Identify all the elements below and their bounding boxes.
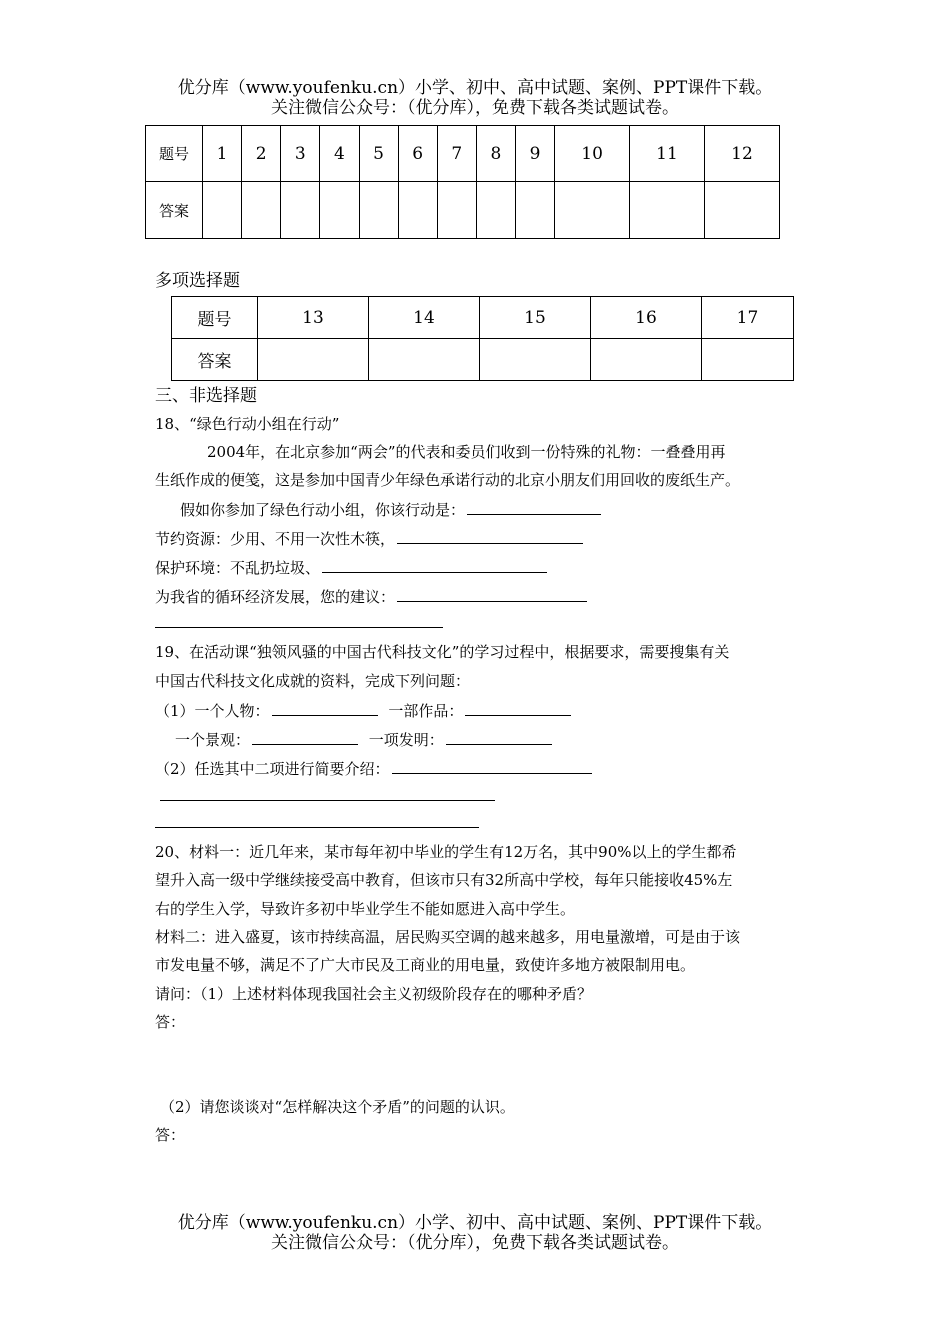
multi-choice-answer-table	[171, 296, 794, 381]
q18-paragraph-line1: 2004年，在北京参加“两会”的代表和委员们收到一份特殊的礼物：一叠叠用再	[207, 443, 726, 461]
q20-material1-line3: 右的学生入学，导致许多初中毕业学生不能如愿进入高中学生。	[155, 900, 576, 918]
q18-paragraph-line2: 生纸作成的便笺，这是参加中国青少年绿色承诺行动的北京小朋友们用回收的废纸生产。	[155, 471, 741, 489]
question-number-cell: 12	[704, 126, 779, 182]
q20-material2-line2: 市发电量不够，满足不了广大市民及工商业的用电量，致使许多地方被限制用电。	[155, 956, 696, 974]
q20-answer2-label: 答：	[155, 1126, 186, 1144]
question-number-cell: 4	[320, 126, 359, 182]
answer-cell[interactable]	[516, 182, 555, 239]
q19-prompt-line1: 19、在活动课“独领风骚的中国古代科技文化”的学习过程中，根据要求，需要搜集有关	[155, 643, 730, 661]
answer-cell[interactable]	[437, 182, 476, 239]
q20-answer1-label: 答：	[155, 1013, 186, 1031]
question-number-cell: 17	[702, 297, 794, 339]
question-number-row	[146, 126, 780, 182]
question-number-cell: 10	[555, 126, 630, 182]
q18-action-label: 假如你参加了绿色行动小组，你该行动是：	[180, 501, 466, 519]
q19-person-blank[interactable]	[272, 700, 378, 716]
answer-cell[interactable]	[281, 182, 320, 239]
q20-material1-line2: 望升入高一级中学继续接受高中教育，但该市只有32所高中学校，每年只能接收45%左	[155, 871, 733, 889]
answer-row	[146, 182, 780, 239]
answer-cell[interactable]	[398, 182, 437, 239]
answer-cell[interactable]	[702, 339, 794, 381]
q19-answer-line-1[interactable]	[160, 800, 495, 801]
question-number-cell: 9	[516, 126, 555, 182]
q19-work-blank[interactable]	[465, 700, 571, 716]
question-number-cell: 7	[437, 126, 476, 182]
question-number-cell: 3	[281, 126, 320, 182]
q18-save-resources	[155, 528, 583, 549]
q19-scene-invention-row	[175, 729, 552, 750]
answer-row	[172, 339, 794, 381]
question-number-cell: 15	[480, 297, 591, 339]
multi-choice-heading: 多项选择题	[155, 271, 240, 291]
q20-material1-line1: 20、材料一：近几年来，某市每年初中毕业的学生有12万名，其中90%以上的学生都希	[155, 843, 737, 861]
row-label-answer: 答案	[172, 339, 258, 381]
q18-suggestion-blank[interactable]	[397, 586, 587, 602]
q18-title: 18、“绿色行动小组在行动”	[155, 415, 340, 433]
q18-protect-environment-blank[interactable]	[322, 557, 547, 573]
q18-protect-environment	[155, 557, 547, 578]
answer-cell[interactable]	[320, 182, 359, 239]
question-number-cell: 11	[630, 126, 705, 182]
question-number-cell: 5	[359, 126, 398, 182]
q20-question2: （2）请您谈谈对“怎样解决这个矛盾”的问题的认识。	[160, 1098, 515, 1116]
q18-suggestion-label: 为我省的循环经济发展，您的建议：	[155, 588, 396, 606]
q19-answer-line-2[interactable]	[155, 827, 479, 828]
q19-intro-row	[155, 758, 592, 779]
question-number-cell: 16	[591, 297, 702, 339]
row-label-answer: 答案	[146, 182, 203, 239]
q18-save-resources-blank[interactable]	[397, 528, 583, 544]
answer-cell[interactable]	[476, 182, 515, 239]
answer-cell[interactable]	[369, 339, 480, 381]
answer-cell[interactable]	[359, 182, 398, 239]
q19-work-label: 一部作品：	[388, 702, 464, 720]
question-number-cell: 14	[369, 297, 480, 339]
row-label-question: 题号	[172, 297, 258, 339]
q18-action-blank[interactable]	[467, 499, 601, 515]
page-header-line2: 关注微信公众号：（优分库），免费下载各类试题试卷。	[271, 98, 679, 118]
answer-cell[interactable]	[480, 339, 591, 381]
page-footer-line1: 优分库（www.youfenku.cn）小学、初中、高中试题、案例、PPT课件下载。	[177, 1213, 773, 1233]
question-number-cell: 8	[476, 126, 515, 182]
answer-cell[interactable]	[258, 339, 369, 381]
q19-scene-blank[interactable]	[252, 729, 358, 745]
q19-person-work-row	[155, 700, 571, 721]
answer-cell[interactable]	[242, 182, 281, 239]
row-label-question: 题号	[146, 126, 203, 182]
q19-invention-blank[interactable]	[446, 729, 552, 745]
q19-person-label: （1）一个人物：	[155, 702, 270, 720]
question-number-cell: 2	[242, 126, 281, 182]
q19-scene-label: 一个景观：	[175, 731, 251, 749]
answer-cell[interactable]	[704, 182, 779, 239]
single-choice-answer-table	[145, 125, 780, 239]
q20-question1: 请问：（1）上述材料体现我国社会主义初级阶段存在的哪种矛盾？	[155, 985, 593, 1003]
q19-invention-label: 一项发明：	[368, 731, 444, 749]
answer-cell[interactable]	[203, 182, 242, 239]
question-number-cell: 1	[203, 126, 242, 182]
q18-save-resources-label: 节约资源：少用、不用一次性木筷，	[155, 530, 396, 548]
q19-prompt-line2: 中国古代科技文化成就的资料，完成下列问题：	[155, 672, 471, 690]
page-header-line1: 优分库（www.youfenku.cn）小学、初中、高中试题、案例、PPT课件下载。	[177, 78, 773, 98]
q18-answer-line[interactable]	[155, 627, 443, 628]
question-number-cell: 6	[398, 126, 437, 182]
page-footer-line2: 关注微信公众号：（优分库），免费下载各类试题试卷。	[271, 1233, 679, 1253]
q19-intro-blank[interactable]	[392, 758, 592, 774]
section-non-choice-heading: 三、非选择题	[155, 386, 257, 406]
q19-intro-label: （2）任选其中二项进行简要介绍：	[155, 760, 390, 778]
answer-cell[interactable]	[591, 339, 702, 381]
question-number-cell: 13	[258, 297, 369, 339]
q18-protect-environment-label: 保护环境：不乱扔垃圾、	[155, 559, 321, 577]
answer-cell[interactable]	[555, 182, 630, 239]
q18-action-prompt	[180, 499, 601, 520]
question-number-row	[172, 297, 794, 339]
q18-suggestion	[155, 586, 587, 607]
q20-material2-line1: 材料二：进入盛夏，该市持续高温，居民购买空调的越来越多，用电量激增，可是由于该	[155, 928, 741, 946]
answer-cell[interactable]	[630, 182, 705, 239]
